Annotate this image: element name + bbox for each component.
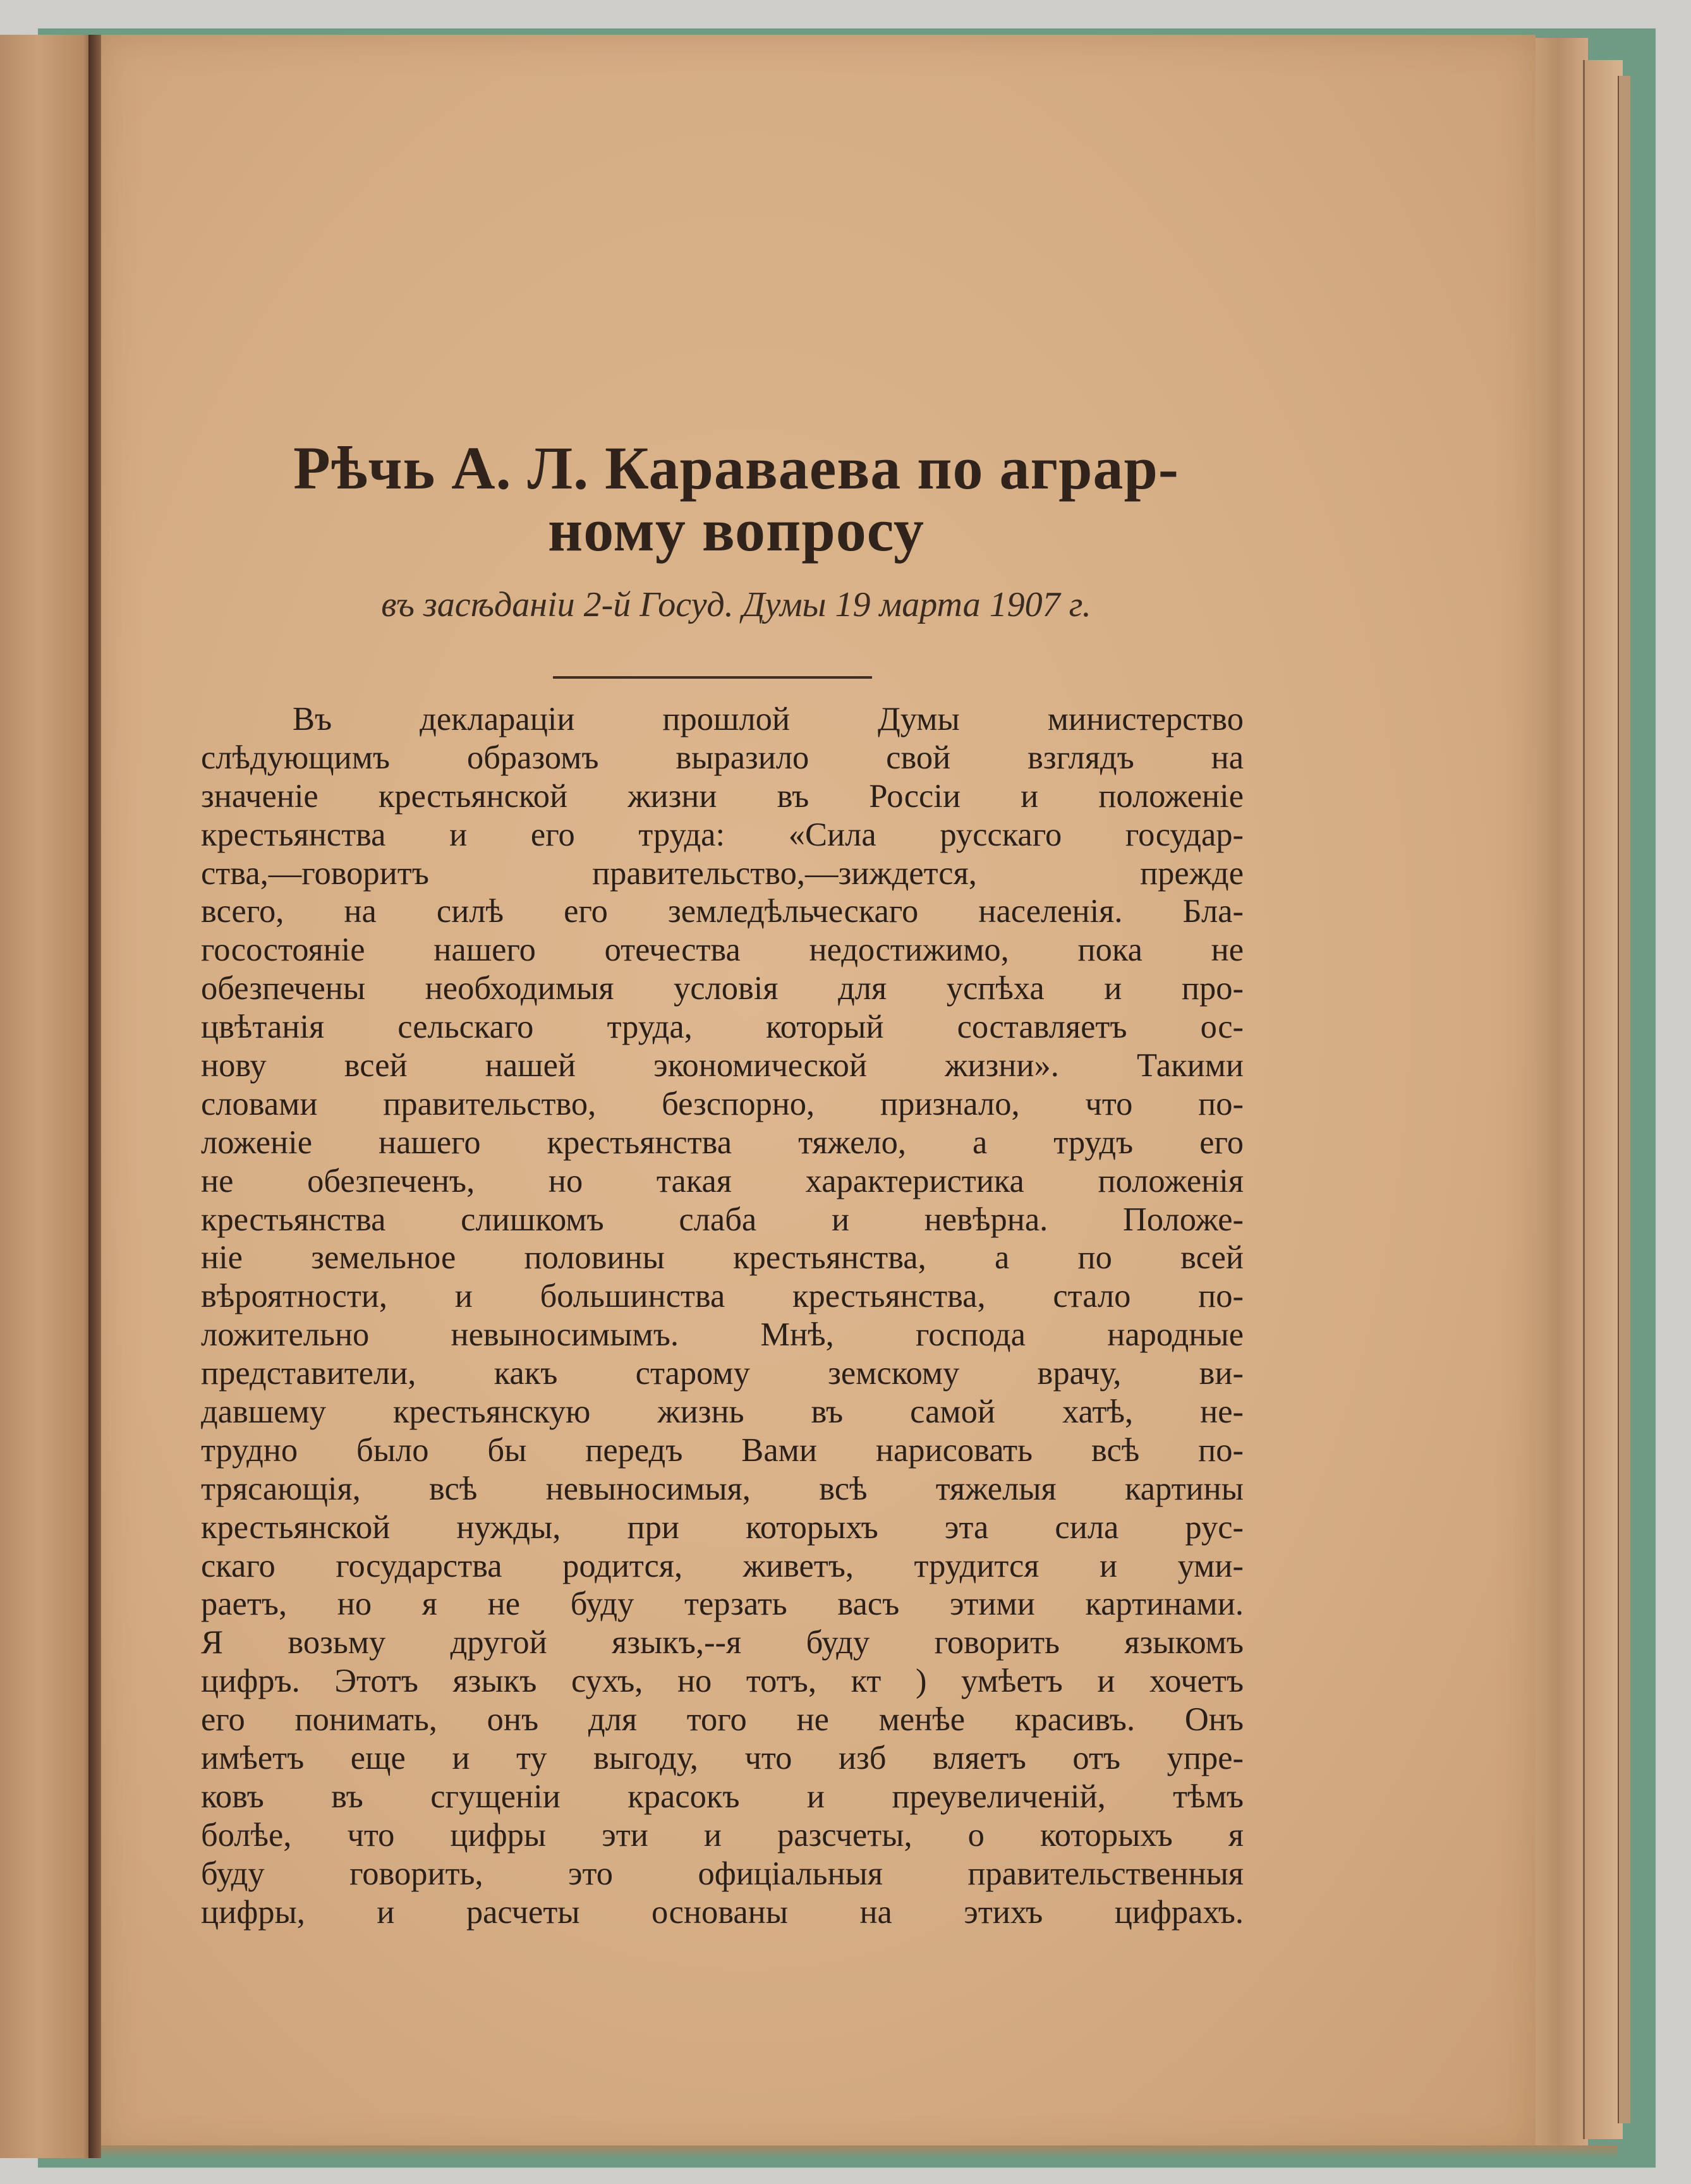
body-line: ніе земельное половины крестьянства, а по всей xyxy=(201,1239,1244,1277)
body-line: имѣетъ еще и ту выгоду, что изб вляетъ отъ упре- xyxy=(201,1740,1244,1777)
body-line: значеніе крестьянской жизни въ Россіи и положеніе xyxy=(201,777,1244,815)
page-stack-edge-back xyxy=(1618,76,1632,2123)
body-line: его понимать, онъ для того не менѣе красивъ. Онъ xyxy=(201,1701,1244,1738)
body-line: нову всей нашей экономической жизни». Такими xyxy=(201,1047,1244,1084)
body-line: крестьянства и его труда: «Сила русскаго государ- xyxy=(201,816,1244,853)
body-line: давшему крестьянскую жизнь въ самой хатѣ, не- xyxy=(201,1393,1244,1431)
speech-subtitle: въ засѣданіи 2-й Госуд. Думы 19 марта 1907 г. xyxy=(381,585,1091,624)
body-line: крестьянства слишкомъ слаба и невѣрна. Положе- xyxy=(201,1201,1244,1238)
body-line: трясающія, всѣ невыносимыя, всѣ тяжелыя картины xyxy=(201,1470,1244,1507)
cover-edge xyxy=(1630,28,1656,2168)
title-line-1: Рѣчь А. Л. Караваева по аграр- xyxy=(293,434,1179,502)
speech-body xyxy=(201,700,1244,1932)
body-line: госостояніе нашего отечества недостижимо, пока не xyxy=(201,931,1244,969)
body-line: буду говорить, это офиціальныя правительственныя xyxy=(201,1855,1244,1892)
body-line: Я возьму другой языкъ,--я буду говорить языкомъ xyxy=(201,1624,1244,1661)
page-stack-edge-inner xyxy=(1583,60,1623,2139)
body-line: крестьянской нужды, при которыхъ эта сила рус- xyxy=(201,1508,1244,1546)
body-line: не обезпеченъ, но такая характеристика положенія xyxy=(201,1162,1244,1199)
body-line: трудно было бы передъ Вами нарисовать всѣ по- xyxy=(201,1431,1244,1469)
body-line: обезпечены необходимыя условія для успѣха и про- xyxy=(201,970,1244,1007)
body-line: раетъ, но я не буду терзать васъ этими картинами. xyxy=(201,1586,1244,1623)
title-line-2: ному вопросу xyxy=(547,496,925,564)
body-line: цвѣтанія сельскаго труда, который составляетъ ос- xyxy=(201,1009,1244,1046)
body-line: ства,—говоритъ правительство,—зиждется, прежде xyxy=(201,854,1244,892)
body-line: Въ деклараціи прошлой Думы министерство xyxy=(293,701,1244,737)
body-line: ковъ въ сгущеніи красокъ и преувеличеній, тѣмъ xyxy=(201,1778,1244,1815)
page-bottom-shadow xyxy=(101,2145,1618,2158)
body-line: вѣроятности, и большинства крестьянства, стало по- xyxy=(201,1278,1244,1315)
speech-title xyxy=(196,434,1276,564)
body-line: цифръ. Этотъ языкъ сухъ, но тотъ, кт ) умѣетъ и хочетъ xyxy=(201,1663,1244,1700)
body-line: болѣе, что цифры эти и разсчеты, о которыхъ я xyxy=(201,1816,1244,1853)
body-line: всего, на силѣ его земледѣльческаго населенія. Бла- xyxy=(201,893,1244,930)
body-line: ложеніе нашего крестьянства тяжело, а трудъ его xyxy=(201,1124,1244,1161)
body-line: представители, какъ старому земскому врачу, ви- xyxy=(201,1355,1244,1392)
body-line: ложительно невыносимымъ. Мнѣ, господа народные xyxy=(201,1316,1244,1354)
body-line: словами правительство, безспорно, признало, что по- xyxy=(201,1085,1244,1122)
body-line: слѣдующимъ образомъ выразило свой взглядъ на xyxy=(201,739,1244,776)
body-line: скаго государства родится, живетъ, трудится и уми- xyxy=(201,1547,1244,1584)
title-divider xyxy=(553,676,872,679)
body-line: цифры, и расчеты основаны на этихъ цифрахъ. xyxy=(201,1893,1244,1931)
left-page-edge xyxy=(0,35,98,2158)
